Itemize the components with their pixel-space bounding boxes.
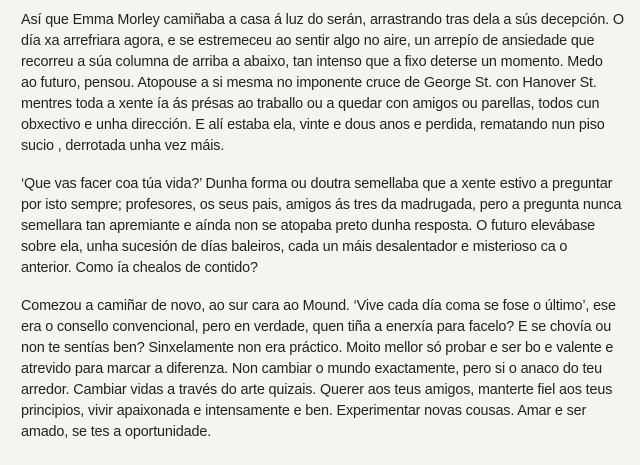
- text-line: sucio , derrotada unha vez máis.: [21, 138, 225, 154]
- text-line: por isto sempre; profesores, os seus pais, amigos ás tres da madrugada, pero a pregunta nunca: [21, 197, 622, 213]
- text-line: era o consello convencional, pero en verdade, quen tiña a enerxía para facelo? E se chovía ou: [21, 319, 612, 335]
- paragraph-spacer: [21, 157, 630, 174]
- text-line: sobre ela, unha sucesión de días baleiros, cada un máis desalentador e misterioso ca o: [21, 239, 568, 255]
- text-line: non te sentías ben? Sinxelamente non era práctico. Moito mellor só probar e ser bo e valente e: [21, 340, 614, 356]
- text-line: Así que Emma Morley camiñaba a casa á luz do serán, arrastrando tras dela a sús decepción. O: [21, 12, 624, 28]
- text-line: anterior. Como ía chealos de contido?: [21, 260, 258, 276]
- text-line: obxectivo e unha dirección. E alí estaba ela, vinte e dous anos e perdida, rematando nun piso: [21, 117, 605, 133]
- text-line: semellara tan apremiante e aínda non se atopaba preto dunha resposta. O futuro elevábase: [21, 218, 596, 234]
- paragraph-2: [21, 174, 630, 279]
- text-line: ao futuro, pensou. Atopouse a si mesma no imponente cruce de George St. con Hanover St.: [21, 75, 597, 91]
- paragraph-1: [21, 10, 630, 157]
- text-line: Comezou a camiñar de novo, ao sur cara ao Mound. ‘Vive cada día coma se fose o último’, ese: [21, 298, 616, 314]
- paragraph-3: [21, 296, 630, 443]
- text-line: mentres toda a xente ía ás présas ao traballo ou a quedar con amigos ou parellas, todos cun: [21, 96, 600, 112]
- text-line: ‘Que vas facer coa túa vida?’ Dunha forma ou doutra semellaba que a xente estivo a preguntar: [21, 176, 613, 192]
- text-line: día xa arrefriara agora, e se estremeceu ao sentir algo no aire, un arrepío de ansiedade que: [21, 33, 595, 49]
- paragraph-spacer: [21, 279, 630, 296]
- text-line: amado, se tes a oportunidade.: [21, 424, 212, 440]
- text-line: recorreu a súa columna de arriba a abaixo, tan intenso que a fixo deterse un momento. Medo: [21, 54, 603, 70]
- text-line: arredor. Cambiar vidas a través do arte quizais. Querer aos teus amigos, manterte fiel aos teus: [21, 382, 613, 398]
- text-line: atrevido para marcar a diferenza. Non cambiar o mundo exactamente, pero si o anaco do teu: [21, 361, 602, 377]
- text-line: principios, vivir apaixonada e intensamente e ben. Experimentar novas cousas. Amar e ser: [21, 403, 587, 419]
